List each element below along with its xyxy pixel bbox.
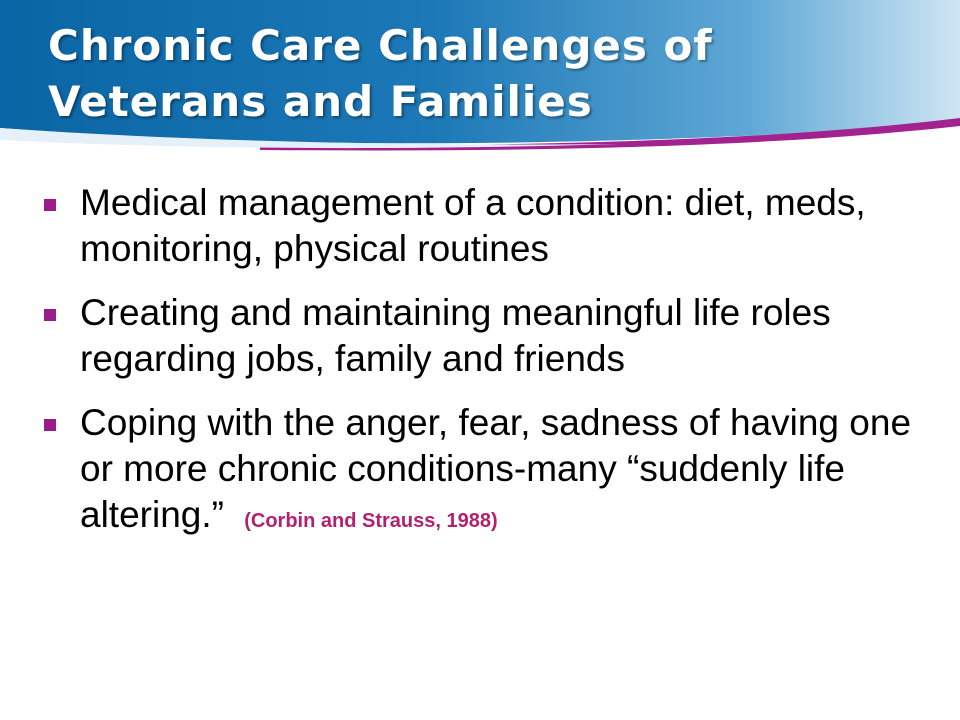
bullet-text: Medical management of a condition: diet, meds, monitoring, physical routines xyxy=(80,182,866,269)
title-banner xyxy=(0,0,960,144)
square-bullet-icon xyxy=(44,199,56,211)
square-bullet-icon xyxy=(44,419,56,431)
bullet-text: Coping with the anger, fear, sadness of having one or more chronic conditions-many “suddenly life altering.” xyxy=(80,402,912,535)
slide-title: Chronic Care Challenges of Veterans and Families xyxy=(48,21,713,126)
bullet-item xyxy=(40,400,920,544)
bullet-item xyxy=(40,180,920,272)
square-bullet-icon xyxy=(44,309,56,321)
bullet-item xyxy=(40,290,920,382)
bullet-text: Creating and maintaining meaningful life roles regarding jobs, family and friends xyxy=(80,292,831,379)
citation: (Corbin and Strauss, 1988) xyxy=(244,510,498,532)
bullet-list xyxy=(40,180,920,562)
